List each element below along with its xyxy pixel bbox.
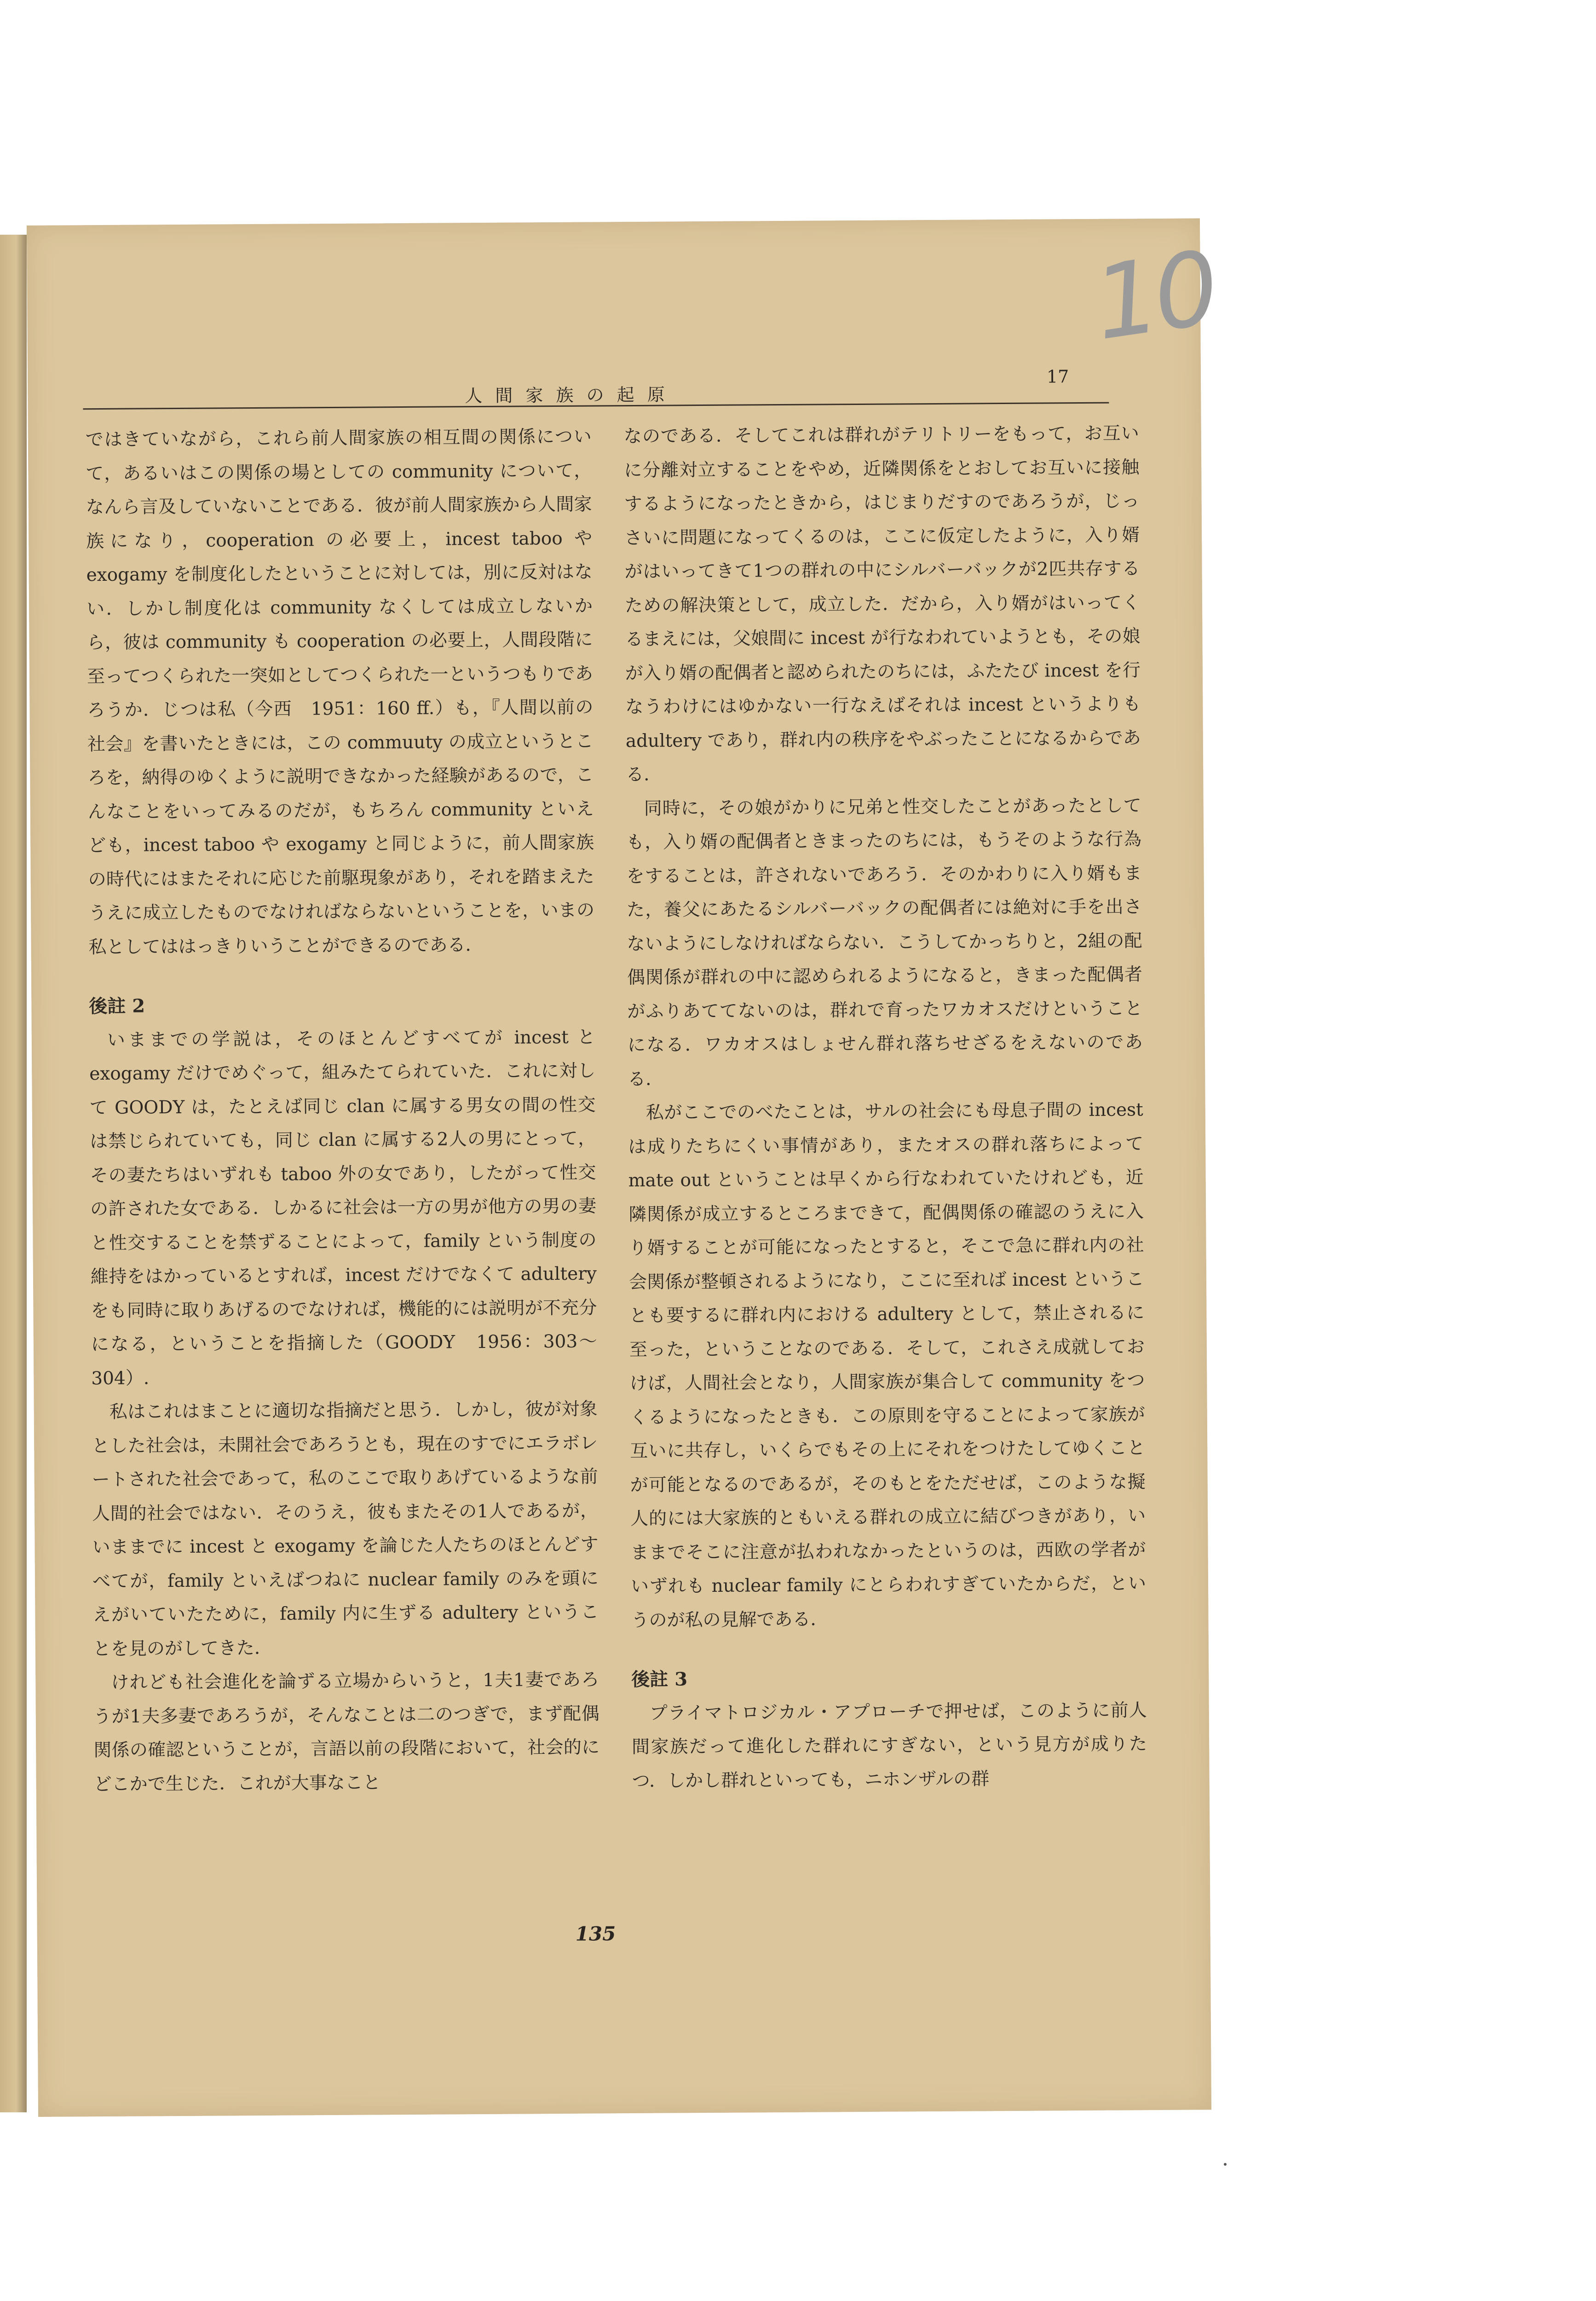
right-paragraph-3: 私がここでのべたことは，サルの社会にも母息子間の incest は成りたちにくい事情があり，またオスの群れ落ちによって mate out ということは早くから行なわれていたけれども，近隣関係が成立するところまできて，配偶関係の確認のうえに入り婿することが可能になったとすると，そこで急に群れ内の社会関係が整頓されるようになり，ここに至れば incest ということも要するに群れ内における adultery として，禁止されるに至った，ということなのである．そして，これさえ成就しておけば，人間社会となり，人間家族が集合して community をつくるようになったときも．この原則を守ることによって家族が互いに共存し，いくらでもその上にそれをつけたしてゆくことが可能となるのであるが，そのもとをただせば，このような擬人的には大家族的ともいえる群れの成立に結びつきがあり，いままでそこに注意が払われなかったというのは，西欧の学者がいずれも nuclear family にとらわれすぎていたからだ，というのが私の見解である．: [628, 1099, 1147, 1631]
footer-page-number: 135: [575, 1922, 616, 1945]
adjacent-page-edge: [0, 235, 27, 2112]
right-column: [624, 416, 1147, 1798]
left-paragraph-4: けれども社会進化を論ずる立場からいうと，1夫1妻であろうが1夫多妻であろうが，そんなことは二のつぎで，まず配偶関係の確認ということが，言語以前の段階において，社会的にどこかで生じた．これが大事なこと: [93, 1669, 600, 1795]
right-paragraph-2: 同時に，その娘がかりに兄弟と性交したことがあったとしても，入り婿の配偶者ときまったのちには，もうそのような行為をすることは，許されないであろう．そのかわりに入り婿もまた，養父にあたるシルバーバックの配偶者には絶対に手を出さないようにしなければならない．こうしてかっちりと，2組の配偶関係が群れの中に認められるようになると，きまった配偶者がふりあててないのは，群れで育ったワカオスだけということになる．ワカオスはしょせん群れ落ちせざるをえないのである．: [626, 795, 1143, 1090]
header-page-number: 17: [1046, 366, 1069, 387]
scan-dust-speck: [1224, 2163, 1227, 2166]
right-paragraph-4: プライマトロジカル・アプローチで押せば，このように前人間家族だって進化した群れにすぎない，という見方が成りたつ．しかし群れといっても，ニホンザルの群: [632, 1700, 1147, 1792]
note-3-heading: 後註 3: [631, 1668, 688, 1691]
page-sheet: [27, 218, 1222, 2117]
note-2-heading: 後註 2: [89, 995, 145, 1018]
right-paragraph-1: なのである．そしてこれは群れがテリトリーをもって，お互いに分離対立することをやめ，近隣関係をとおしてお互いに接触するようになったときから，はじまりだすのであろうが，じっさいに問題になってくるのは，ここに仮定したように，入り婿がはいってきて1つの群れの中にシルバーバックが2匹共存するための解決策として，成立した．だから，入り婿がはいってくるまえには，父娘間に incest が行なわれていようとも，その娘が入り婿の配偶者と認められたのちには，ふたたび incest を行なうわけにはゆかない一行なえばそれは incest というよりも adultery であり，群れ内の秩序をやぶったことになるからである．: [623, 423, 1141, 786]
left-paragraph-3: 私はこれはまことに適切な指摘だと思う．しかし，彼が対象とした社会は，未開社会であろうとも，現在のすでにエラボレートされた社会であって，私のここで取りあげているような前人間的社会ではない．そのうえ，彼もまたその1人であるが，いままでに incest と exogamy を論じた人たちのほとんどすべてが，family といえばつねに nuclear family のみを頭にえがいていたために，family 内に生ずる adultery ということを見のがしてきた．: [92, 1399, 599, 1659]
running-header-title: 人 間 家 族 の 起 原: [465, 384, 668, 406]
left-paragraph-1: ではきていながら，これら前人間家族の相互間の関係について，あるいはこの関係の場としての community について，なんら言及していないことである．彼が前人間家族から人間家族になり，cooperation の必要上，incest taboo や exogamy を制度化したということに対しては，別に反対はない．しかし制度化は community なくしては成立しないから，彼は community も cooperation の必要上，人間段階に至ってつくられた一突如としてつくられた一というつもりであろうか．じつは私（今西 1951：160 ff.）も，『人間以前の社会』を書いたときには，この commuuty の成立というところを，納得のゆくように説明できなかった経験があるので，こんなことをいってみるのだが，もちろん community といえども，incest taboo や exogamy と同じように，前人間家族の時代にはまたそれに応じた前駆現象があり，それを踏まえたうえに成立したものでなければならないということを，いまの私としてははっきりいうことができるのである．: [85, 426, 595, 958]
left-column: [86, 420, 600, 1802]
left-paragraph-2: いままでの学説は，そのほとんどすべてが incest と exogamy だけでめぐって，組みたてられていた．これに対して GOODY は，たとえば同じ clan に属する男女の間の性交は禁じられていても，同じ clan に属する2人の男にとって，その妻たちはいずれも taboo 外の女であり，したがって性交の許された女である．しかるに社会は一方の男が他方の男の妻と性交することを禁ずることによって，family という制度の維持をはかっているとすれば，incest だけでなくて adultery をも同時に取りあげるのでなければ，機能的には説明が不充分になる，ということを指摘した（GOODY 1956：303～304）.: [89, 1026, 597, 1389]
handwritten-page-mark: 10: [1086, 229, 1222, 363]
